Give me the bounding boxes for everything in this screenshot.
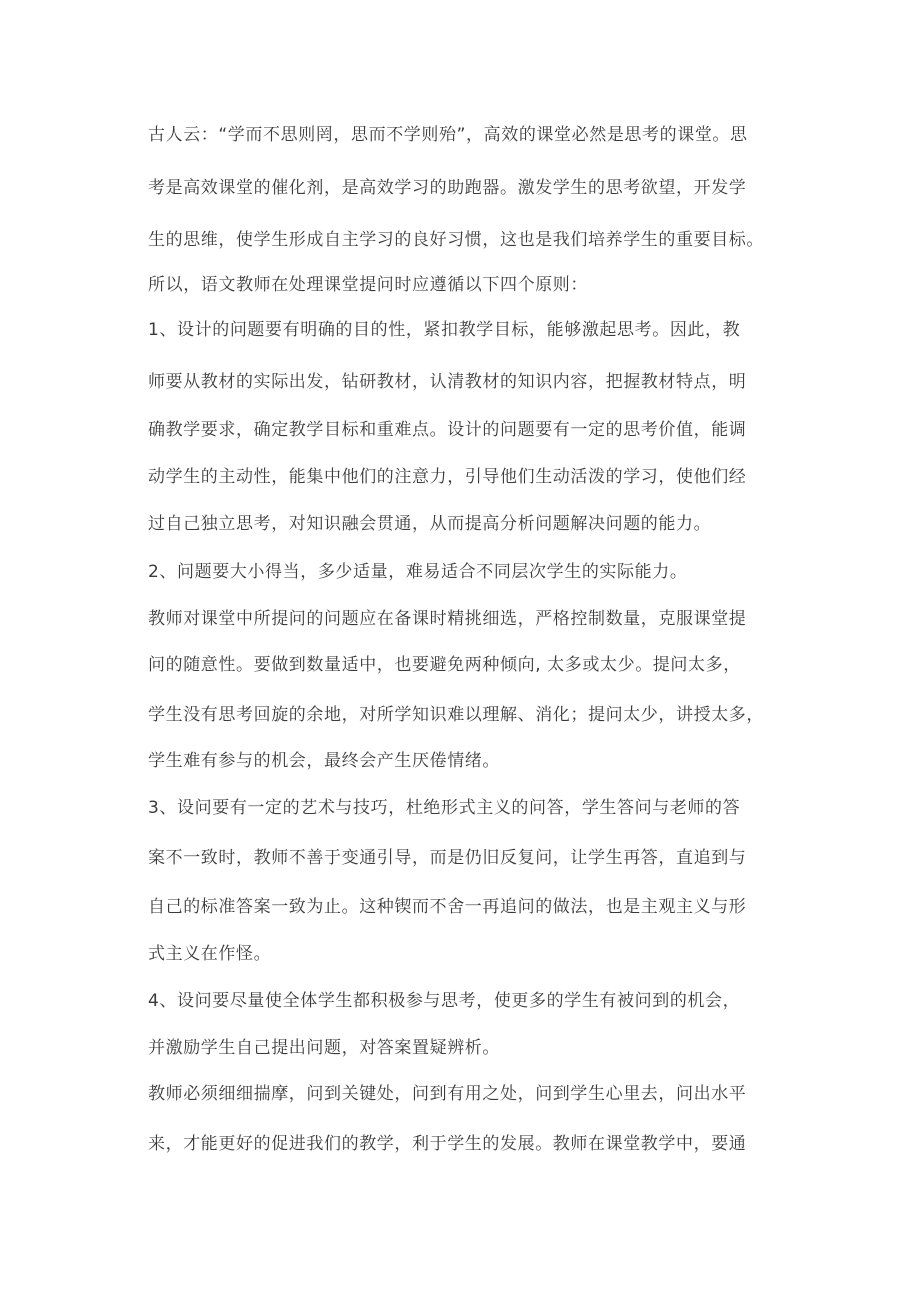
text-line: 所以，语文教师在处理课堂提问时应遵循以下四个原则： [148, 275, 588, 295]
text-line: 教师对课堂中所提问的问题应在备课时精挑细选，严格控制数量，克服课堂提 [148, 609, 747, 629]
text-line: 过自己独立思考，对知识融会贯通，从而提高分析问题解决问题的能力。 [148, 514, 712, 534]
text-line: 学生没有思考回旋的余地，对所学知识难以理解、消化；提问太少，讲授太多， [148, 705, 764, 725]
text-line: 自己的标准答案一致为止。这种锲而不舍一再追问的做法，也是主观主义与形 [148, 897, 747, 917]
text-line: 1、设计的问题要有明确的目的性，紧扣教学目标，能够激起思考。因此，教 [148, 320, 741, 340]
text-line: 教师必须细细揣摩，问到关键处，问到有用之处，问到学生心里去，问出水平 [148, 1084, 747, 1104]
text-line: 考是高效课堂的催化剂，是高效学习的助跑器。激发学生的思考欲望，开发学 [148, 178, 747, 198]
text-line: 2、问题要大小得当，多少适量，难易适合不同层次学生的实际能力。 [148, 562, 688, 582]
text-line: 古人云：“学而不思则罔，思而不学则殆”，高效的课堂必然是思考的课堂。思 [148, 125, 748, 145]
text-line: 确教学要求，确定教学目标和重难点。设计的问题要有一定的思考价值，能调 [148, 420, 747, 440]
text-line: 3、设问要有一定的艺术与技巧，杜绝形式主义的问答，学生答问与老师的答 [148, 798, 741, 818]
text-line: 4、设问要尽量使全体学生都积极参与思考，使更多的学生有被问到的机会， [148, 991, 741, 1011]
text-line: 生的思维，使学生形成自主学习的良好习惯，这也是我们培养学生的重要目标。 [148, 230, 764, 250]
text-line: 师要从教材的实际出发，钻研教材，认清教材的知识内容，把握教材特点，明 [148, 372, 747, 392]
text-line: 学生难有参与的机会，最终会产生厌倦情绪。 [148, 751, 500, 771]
text-line: 案不一致时，教师不善于变通引导，而是仍旧反复问，让学生再答，直追到与 [148, 848, 747, 868]
text-line: 式主义在作怪。 [148, 944, 272, 964]
text-line: 问的随意性。要做到数量适中，也要避免两种倾向, 太多或太少。提问太多， [148, 655, 741, 675]
text-line: 并激励学生自己提出问题，对答案置疑辨析。 [148, 1038, 500, 1058]
text-line: 来，才能更好的促进我们的教学，利于学生的发展。教师在课堂教学中，要通 [148, 1134, 747, 1154]
text-line: 动学生的主动性，能集中他们的注意力，引导他们生动活泼的学习，使他们经 [148, 467, 747, 487]
